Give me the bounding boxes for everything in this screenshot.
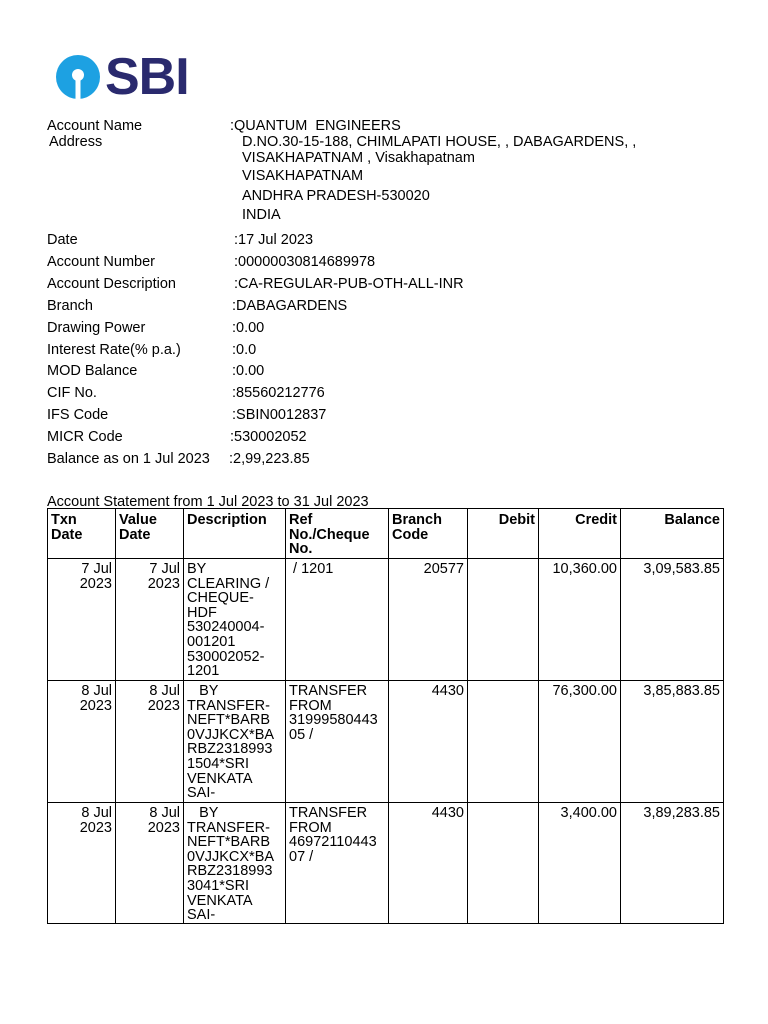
description-cell: BY TRANSFER- NEFT*BARB 0VJJKCX*BA RBZ2318993 3041*SRI VENKATA SAI- (184, 803, 286, 924)
field-label: IFS Code (47, 407, 109, 423)
branch-code-cell: 4430 (389, 681, 468, 803)
balance-cell: 3,85,883.85 (621, 681, 724, 803)
field-value: :530002052 (230, 429, 307, 445)
field-value: :0.00 (232, 363, 265, 379)
address-label: Address (49, 134, 103, 150)
field-label: Account Description (47, 276, 176, 292)
value-date-cell: 7 Jul 2023 (116, 559, 184, 681)
ref-cell: TRANSFER FROM 31999580443 05 / (286, 681, 389, 803)
debit-cell (468, 559, 539, 681)
sbi-logo-text: SBI (105, 48, 189, 106)
header-description: Description (184, 509, 286, 559)
address-line: VISAKHAPATNAM (242, 168, 364, 184)
txn-date-cell: 7 Jul 2023 (48, 559, 116, 681)
address-line: D.NO.30-15-188, CHIMLAPATI HOUSE, , DABAGARDENS, , (242, 134, 637, 150)
field-value: :0.00 (232, 320, 265, 336)
header-ref-no: Ref No./Cheque No. (286, 509, 389, 559)
field-value: :17 Jul 2023 (234, 232, 314, 248)
account-name-label: Account Name (47, 118, 143, 134)
debit-cell (468, 681, 539, 803)
credit-cell: 10,360.00 (539, 559, 621, 681)
table-row (48, 559, 724, 681)
field-label: Balance as on 1 Jul 2023 (47, 451, 210, 467)
sbi-keyhole-emblem-icon (55, 54, 101, 100)
field-label: CIF No. (47, 385, 97, 401)
statement-table (47, 508, 724, 924)
value-date-cell: 8 Jul 2023 (116, 681, 184, 803)
field-label: Drawing Power (47, 320, 146, 336)
field-label: Branch (47, 298, 93, 314)
header-branch-code: Branch Code (389, 509, 468, 559)
field-label: MOD Balance (47, 363, 138, 379)
field-value: :DABAGARDENS (232, 298, 348, 314)
field-value: :0.0 (232, 342, 257, 358)
description-cell: BY CLEARING / CHEQUE- HDF 530240004- 001201 530002052- 1201 (184, 559, 286, 681)
sbi-logo (55, 48, 189, 106)
table-row (48, 803, 724, 924)
address-line: INDIA (242, 207, 281, 223)
field-value: :2,99,223.85 (229, 451, 310, 467)
field-value: :SBIN0012837 (232, 407, 327, 423)
header-value-date: Value Date (116, 509, 184, 559)
field-value: :00000030814689978 (234, 254, 376, 270)
debit-cell (468, 803, 539, 924)
header-credit: Credit (539, 509, 621, 559)
balance-cell: 3,89,283.85 (621, 803, 724, 924)
address-line: ANDHRA PRADESH-530020 (242, 188, 430, 204)
field-value: :85560212776 (232, 385, 325, 401)
txn-date-cell: 8 Jul 2023 (48, 803, 116, 924)
value-date-cell: 8 Jul 2023 (116, 803, 184, 924)
description-cell: BY TRANSFER- NEFT*BARB 0VJJKCX*BA RBZ2318993 1504*SRI VENKATA SAI- (184, 681, 286, 803)
ref-cell: TRANSFER FROM 46972110443 07 / (286, 803, 389, 924)
table-header-row (48, 509, 724, 559)
balance-cell: 3,09,583.85 (621, 559, 724, 681)
header-balance: Balance (621, 509, 724, 559)
field-value: :CA-REGULAR-PUB-OTH-ALL-INR (234, 276, 464, 292)
credit-cell: 76,300.00 (539, 681, 621, 803)
credit-cell: 3,400.00 (539, 803, 621, 924)
branch-code-cell: 20577 (389, 559, 468, 681)
field-label: Account Number (47, 254, 155, 270)
field-label: Interest Rate(% p.a.) (47, 342, 181, 358)
table-row (48, 681, 724, 803)
header-debit: Debit (468, 509, 539, 559)
branch-code-cell: 4430 (389, 803, 468, 924)
address-line: VISAKHAPATNAM , Visakhapatnam (242, 150, 475, 166)
ref-cell: / 1201 (286, 559, 389, 681)
field-label: MICR Code (47, 429, 123, 445)
statement-title: Account Statement from 1 Jul 2023 to 31 Jul 2023 (47, 494, 369, 510)
field-label: Date (47, 232, 78, 248)
txn-date-cell: 8 Jul 2023 (48, 681, 116, 803)
account-name-value: :QUANTUM ENGINEERS (230, 118, 401, 134)
address-label-row (49, 134, 103, 168)
header-txn-date: Txn Date (48, 509, 116, 559)
